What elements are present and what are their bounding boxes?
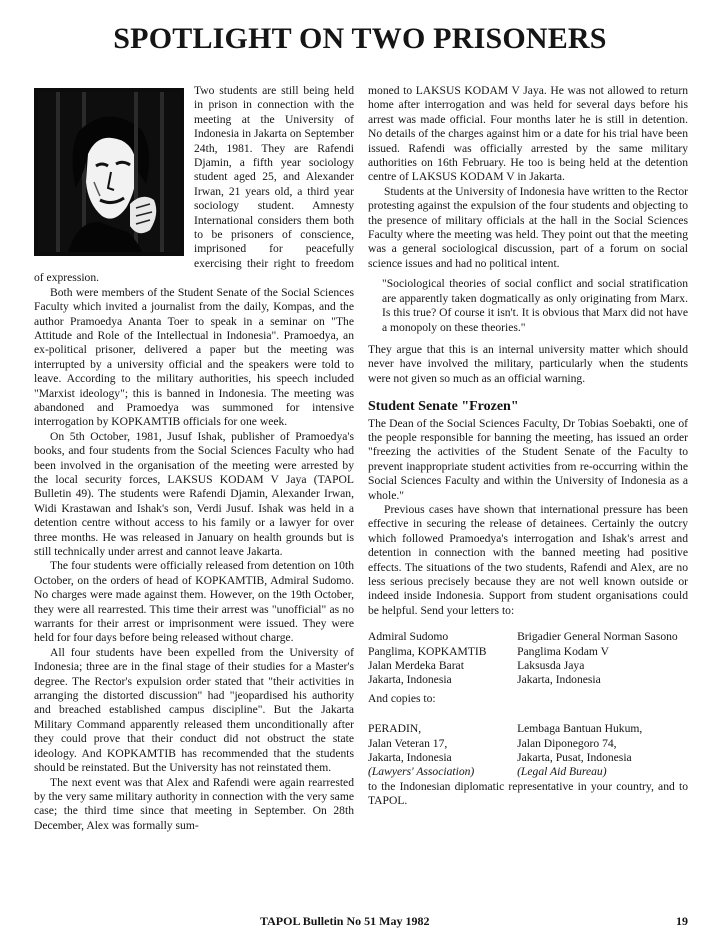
article-paragraph: The next event was that Alex and Rafendi were again rearrested by the very same military authority in connection with the very same case; the third time since that meeting in September. On 28th December, Alex was formally sum- (34, 775, 354, 832)
address-line: Laksusda Jaya (517, 659, 585, 673)
address-sudomo (368, 630, 517, 688)
article-paragraph: The Dean of the Social Sciences Faculty, Dr Tobias Soebakti, one of the people responsible for banning the meeting, has issued an order "freezing the activities of the Student Senate of the Faculty to prevent inappropriate student activities from re-occurring within the Social Sciences Faculty and within the University of Indonesia as a whole." (368, 416, 688, 502)
article-paragraph: Both were members of the Student Senate of the Social Sciences Faculty which invited a journalist from the daily, Kompas, and the author Pramoedya Ananta Toer to speak in a seminar on "The Attitude and Role of the Intellectual in Indonesia". Pramoedya, an ex-political prisoner, delivered a paper but the meeting was interrupted by a university official and the speakers were told to leave. According to the military authorities, his speech included "Marxist ideology"; this is banned in Indonesia. The meeting was abandoned and Pramoedya was summoned for intensive interrogation by KOPKAMTIB officials for one week. (34, 285, 354, 429)
left-column (34, 84, 354, 833)
address-peradin (368, 722, 517, 780)
address-line: Panglima, KOPKAMTIB (368, 644, 487, 658)
article-paragraph: On 5th October, 1981, Jusuf Ishak, publisher of Pramoedya's books, and four students from the Social Sciences Faculty who had been involved in the organisation of the meeting were arrested by the local security forces, LAKSUS KODAM V Jaya (TAPOL Bulletin 49). The students were Rafendi Djamin, Alexander Irwan, Widi Krastawan and Ishak's son, Verdi Jusuf. Ishak was held in a detention centre without access to his family or a lawyer for over three months. He was released in January on health grounds but is still technically under arrest and cannot leave Jakarta. (34, 429, 354, 558)
closing-text: to the Indonesian diplomatic representative in your country, and to TAPOL. (368, 779, 688, 808)
address-line: Jalan Diponegoro 74, (517, 736, 617, 750)
section-subheading: Student Senate "Frozen" (368, 399, 519, 415)
address-line: Jakarta, Indonesia (368, 673, 452, 687)
address-line: (Legal Aid Bureau) (517, 765, 607, 779)
address-line: (Lawyers' Association) (368, 765, 475, 779)
address-lbh (517, 722, 688, 780)
article-paragraph: They argue that this is an internal university matter which should never have involved the military, particularly when the students were not given so much as an official warning. (368, 342, 688, 385)
prisoner-portrait-image (38, 92, 180, 252)
article-paragraph: Previous cases have shown that international pressure has been effective in securing the release of detainees. Certainly the outcry which followed Pramoedya's interrogation and Ishak's arrest and detention in connection with the banned meeting had positive effects. The situations of the two students, Rafendi and Alex, are no less serious precisely because they are not well known outside or indeed inside Indonesia. Support from student organisations could be helpful. Send your letters to: (368, 502, 688, 617)
copies-label: And copies to: (368, 691, 436, 705)
address-line: Panglima Kodam V (517, 644, 609, 658)
address-line: Admiral Sudomo (368, 630, 449, 644)
address-line: Lembaga Bantuan Hukum, (517, 722, 643, 736)
address-line: Jakarta, Pusat, Indonesia (517, 751, 632, 765)
page-number: 19 (676, 914, 688, 928)
article-title: SPOTLIGHT ON TWO PRISONERS (113, 22, 607, 55)
address-sasono (517, 630, 688, 688)
address-line: Brigadier General Norman Sasono (517, 630, 678, 644)
article-paragraph: Students at the University of Indonesia have written to the Rector protesting against the expulsion of the four students and objecting to the presence of military officials at the hall in the Social Sciences Faculty where the meeting was held. They point out that the meeting was a general sociological discussion, part of a forum on social science issues and had no political intent. (368, 184, 688, 270)
address-line: Jakarta, Indonesia (517, 673, 601, 687)
article-paragraph: The four students were officially released from detention on 10th October, on the orders of head of KOPKAMTIB, Admiral Sudomo. No charges were made against them. However, on the 19th October, they were all rearrested. This time their arrest was "unofficial" as no warrants for their arrest or imprisonment were issued. They were held for four days before being released without charge. (34, 559, 354, 645)
quote-text: "Sociological theories of social conflict and social stratification are apparently taken dogmatically as only originating from Marx. Is this true? Of course it isn't. It is obvious that Marx did not have a monopoly on these theories." (382, 277, 688, 334)
article-paragraph: All four students have been expelled from the University of Indonesia; three are in the final stage of their studies for a Master's degree. The Rector's expulsion order stated that "their activities in arranging the distorted discussion" had "jeopardised his authority and breached established campus discipline". But the Jakarta Military Command apparently released them unconditionally after they could prove that their conduct did not obstruct the state ideology. And KOPKAMTIB has recommended that the students should be reinstated. But the University has not reinstated them. (34, 645, 354, 775)
address-block-copies (368, 722, 688, 780)
address-block-primary (368, 630, 688, 688)
prisoner-photo (34, 88, 184, 256)
article-paragraph: moned to LAKSUS KODAM V Jaya. He was not allowed to return home after interrogation and was held for several days before his arrest was made official. Four months later he is still in detention. No details of the charges against him or a date for his trial have been issued. Rafendi was officially arrested by the same military authorities on 16th February. He too is being held at the detention centre of LAKSUS KODAM V in Jakarta. (368, 84, 688, 184)
block-quote (382, 277, 688, 335)
address-line: PERADIN, (368, 722, 422, 736)
address-line: Jalan Merdeka Barat (368, 659, 464, 673)
publication-footer: TAPOL Bulletin No 51 May 1982 (260, 914, 430, 928)
right-column (368, 84, 688, 809)
address-line: Jalan Veteran 17, (368, 736, 448, 750)
article-paragraph: Two students are still being held in prison in connection with the meeting at the University of Indonesia in Jakarta on September 24th, 1981. They are Rafendi Djamin, a fifth year sociology student aged 25, and Alexander Irwan, 21 years old, a third year sociology student. Amnesty International considers them both to be prisoners of conscience, imprisoned for peacefully exercising their right to freedom of expression. (34, 84, 354, 285)
address-line: Jakarta, Indonesia (368, 751, 452, 765)
